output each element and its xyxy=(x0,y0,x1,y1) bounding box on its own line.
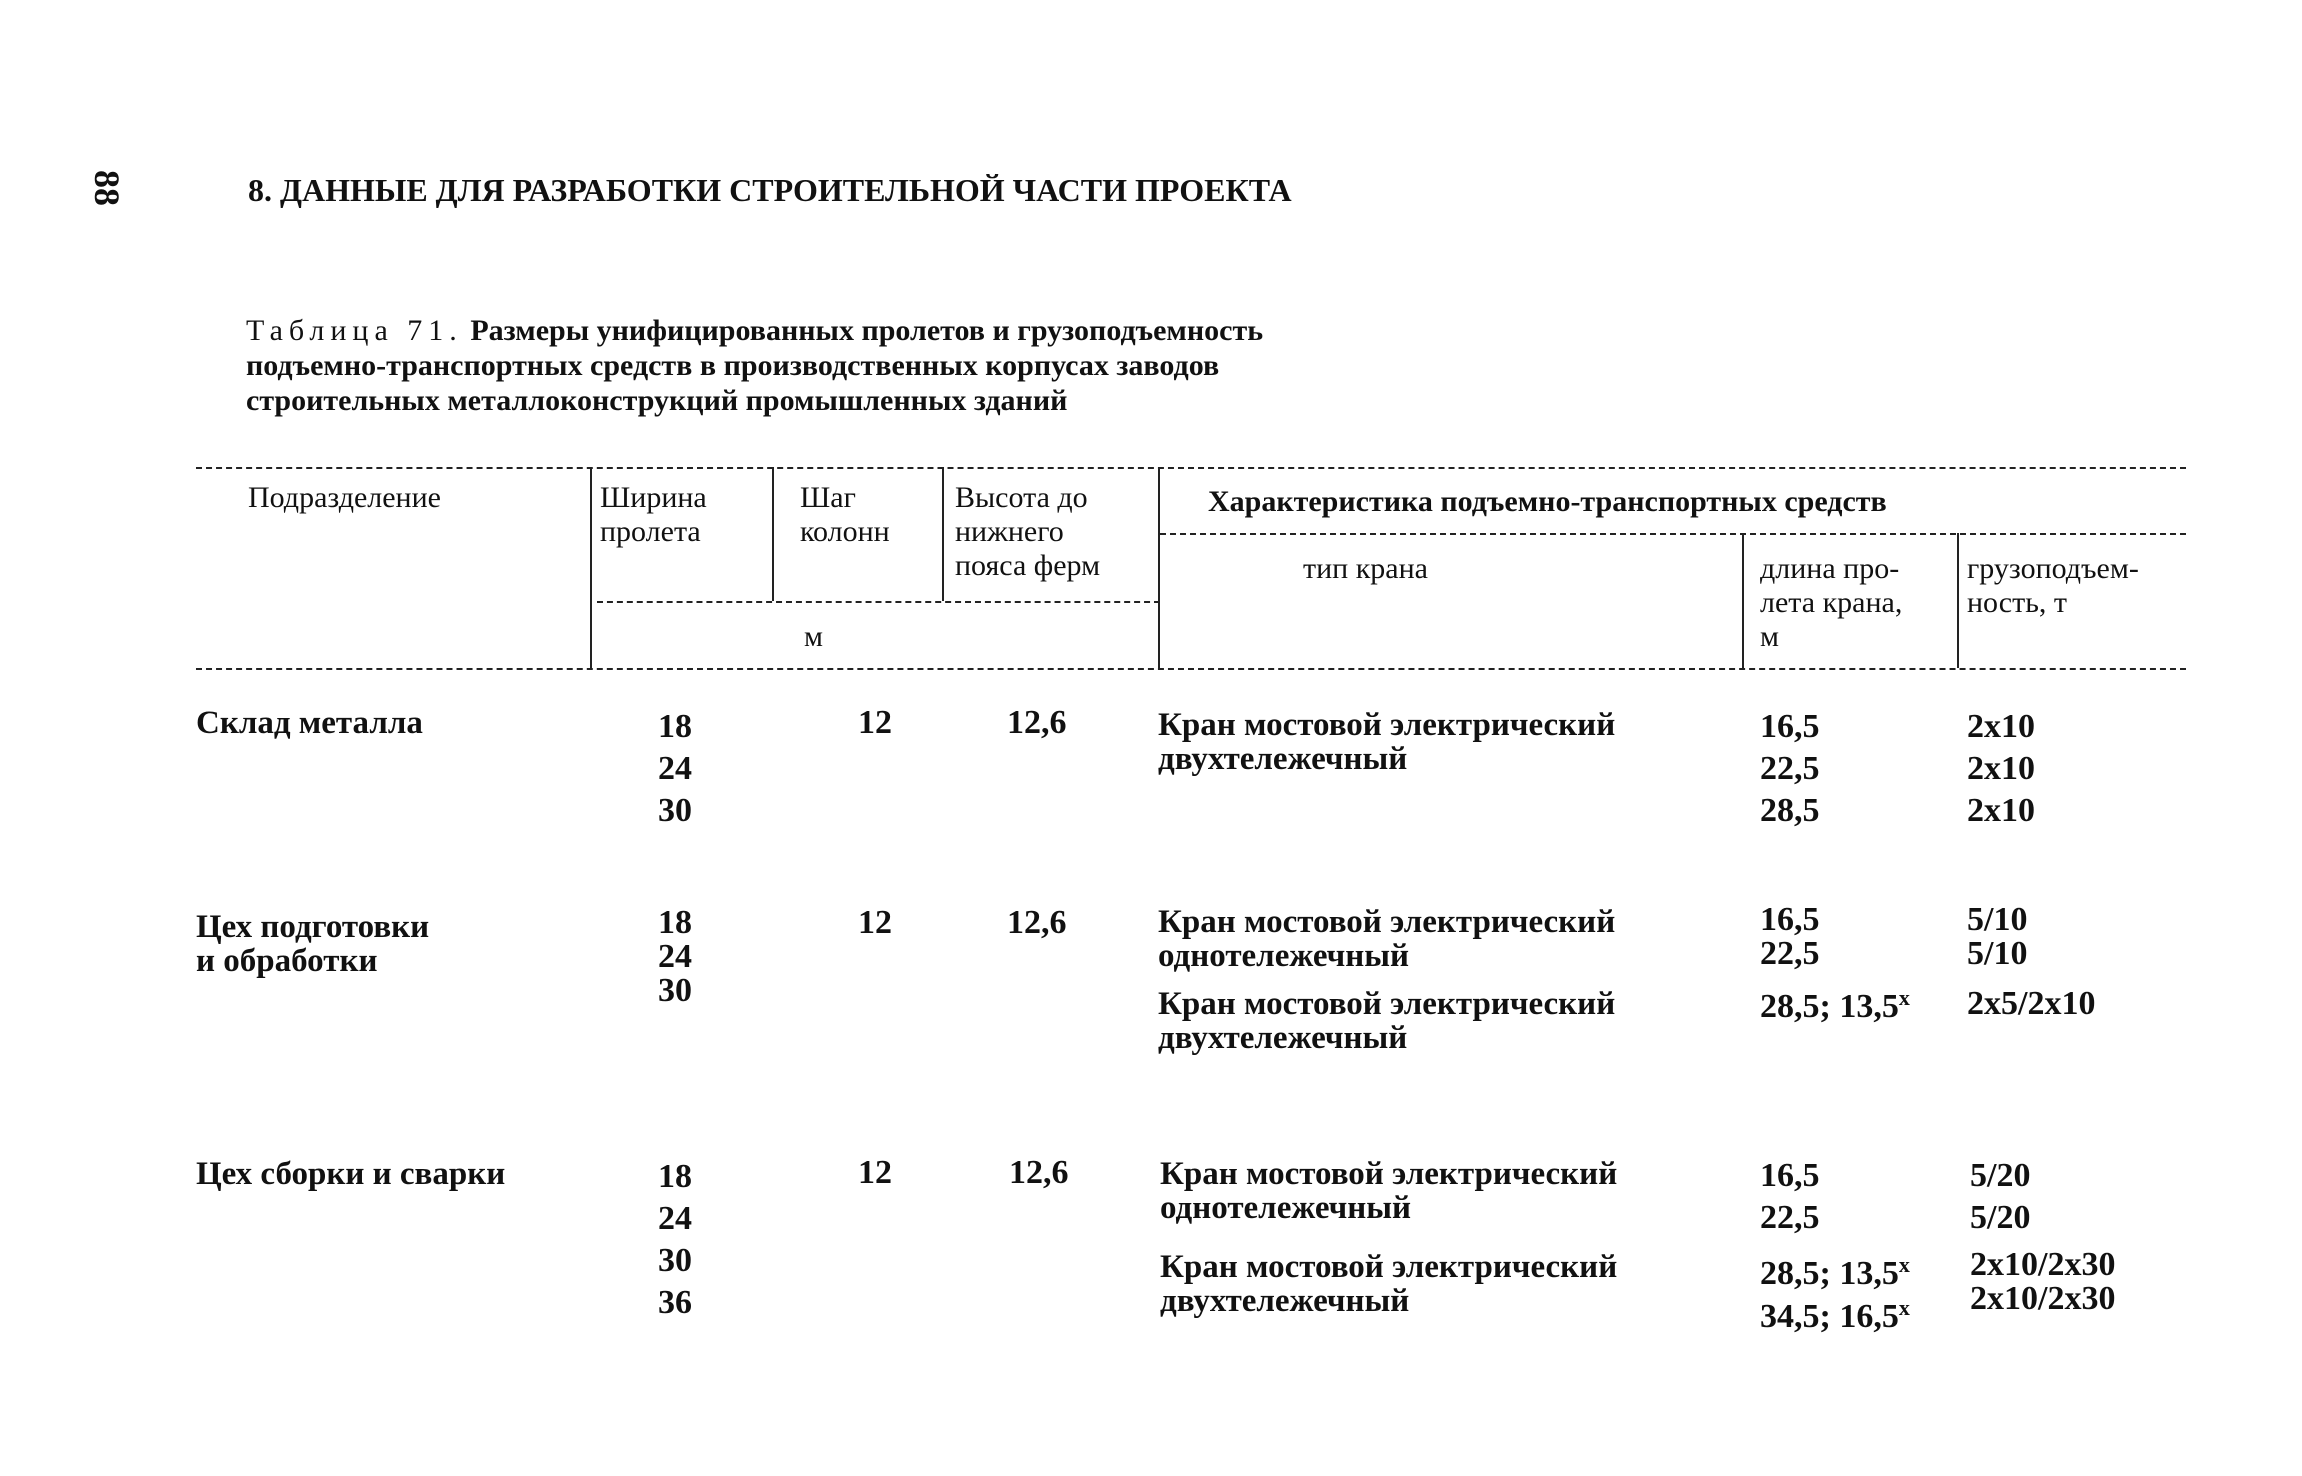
col-divider-2 xyxy=(772,467,774,601)
row2-spans: 18 24 30 xyxy=(658,904,692,1009)
row1-crane-type: Кран мостовой электрический двухтележечный xyxy=(1158,707,1616,777)
header-bottom-rule xyxy=(196,668,2186,670)
row3-crane2-type: Кран мостовой электрический двухтележечный xyxy=(1160,1249,1618,1319)
row1-spans: 18 24 30 xyxy=(658,708,692,829)
col-divider-1 xyxy=(590,467,592,668)
row1-crane-lengths: 16,5 22,5 28,5 xyxy=(1760,708,1820,829)
row2-crane2-capacities: 2x5/2x10 xyxy=(1967,985,2096,1022)
unit-rule xyxy=(597,601,1160,603)
row2-crane1-lengths: 16,5 22,5 xyxy=(1760,901,1820,972)
row3-height: 12,6 xyxy=(1009,1154,1069,1191)
col-divider-6 xyxy=(1957,533,1959,668)
row2-crane1-type: Кран мостовой электрический однотележечный xyxy=(1158,904,1616,974)
caption-line-1: Размеры унифицированных пролетов и грузоподъемность xyxy=(470,314,1264,347)
header-truss-height: Высота до нижнего пояса ферм xyxy=(955,481,1101,582)
header-span-width: Ширина пролета xyxy=(600,481,707,548)
row1-step: 12 xyxy=(858,704,892,741)
table-label: Таблица 71. xyxy=(246,314,463,347)
header-crane-span: длина про- лета крана, м xyxy=(1760,552,1903,653)
row2-crane1-capacities: 5/10 5/10 xyxy=(1967,901,2028,972)
row1-division: Склад металла xyxy=(196,705,423,741)
header-capacity: грузоподъем- ность, т xyxy=(1967,552,2139,619)
caption-line-2: подъемно-транспортных средств в производственных корпусах заводов xyxy=(246,349,1220,382)
row1-capacities: 2x10 2x10 2x10 xyxy=(1967,708,2035,829)
caption-line-3: строительных металлоконструкций промышленных зданий xyxy=(246,384,1068,417)
col-divider-5 xyxy=(1742,533,1744,668)
col-divider-4 xyxy=(1158,467,1160,668)
page-number: 88 xyxy=(87,170,127,206)
header-unit-m: м xyxy=(804,620,823,653)
row2-crane2-lengths: 28,5; 13,5$^x$ xyxy=(1760,985,1910,1025)
row2-crane2-type: Кран мостовой электрический двухтележечный xyxy=(1158,986,1616,1056)
row3-division: Цех сборки и сварки xyxy=(196,1156,506,1192)
row1-height: 12,6 xyxy=(1007,704,1067,741)
row2-height: 12,6 xyxy=(1007,904,1067,941)
table-caption xyxy=(246,313,1263,418)
row2-step: 12 xyxy=(858,904,892,941)
row3-crane1-type: Кран мостовой электрический однотележечный xyxy=(1160,1156,1618,1226)
row3-crane1-lengths: 16,5 22,5 xyxy=(1760,1157,1820,1236)
crane-group-rule xyxy=(1160,533,2186,535)
row3-crane2-lengths: 28,5; 13,5$^x$ 34,5; 16,5$^x$ xyxy=(1760,1252,1910,1335)
header-column-step: Шаг колонн xyxy=(800,481,890,548)
table-top-rule xyxy=(196,467,2186,469)
row3-spans: 18 24 30 36 xyxy=(658,1158,692,1321)
row3-crane1-capacities: 5/20 5/20 xyxy=(1970,1157,2031,1236)
header-crane-group: Характеристика подъемно-транспортных средств xyxy=(1208,485,1887,518)
header-division: Подразделение xyxy=(248,481,441,514)
footnote-mark: x xyxy=(1898,985,1910,1010)
col-divider-3 xyxy=(942,467,944,601)
header-crane-type: тип крана xyxy=(1303,552,1428,585)
section-title: 8. ДАННЫЕ ДЛЯ РАЗРАБОТКИ СТРОИТЕЛЬНОЙ ЧАСТИ ПРОЕКТА xyxy=(248,172,1292,208)
row3-crane2-capacities: 2x10/2x30 2x10/2x30 xyxy=(1970,1246,2116,1317)
row2-division: Цех подготовки и обработки xyxy=(196,909,430,979)
row3-step: 12 xyxy=(858,1154,892,1191)
